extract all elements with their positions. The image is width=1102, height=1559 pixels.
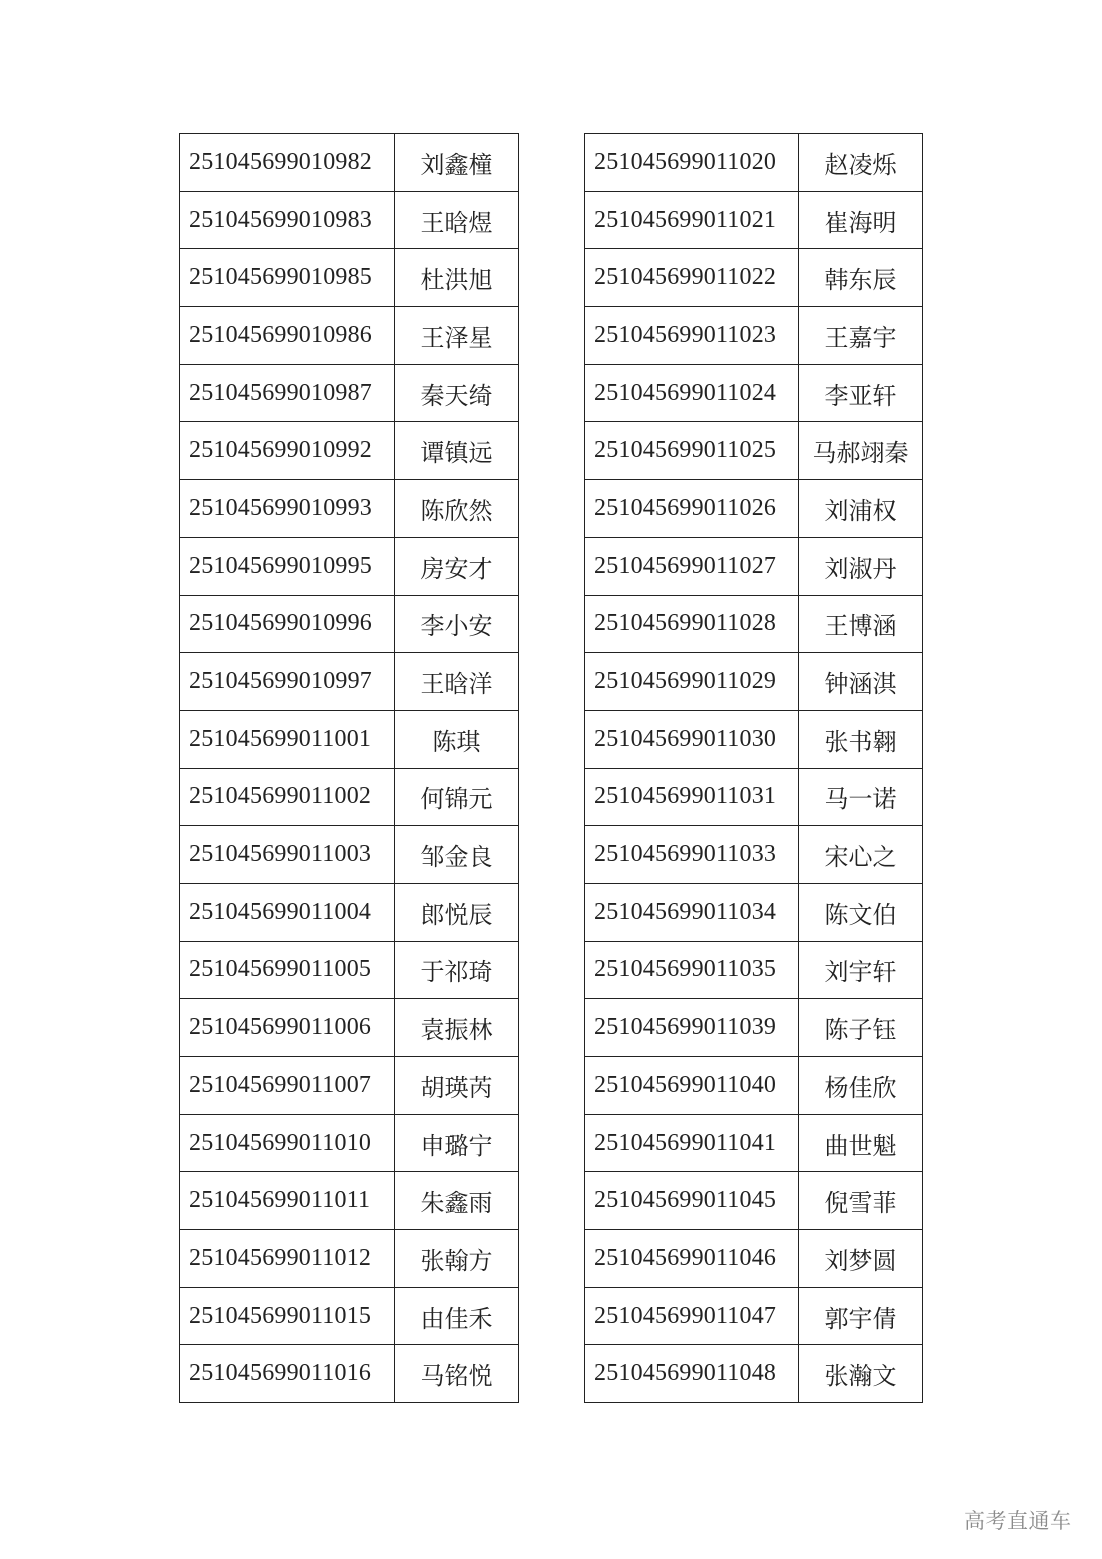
table-row: [180, 768, 519, 826]
candidate-name-cell: 钟涵淇: [799, 653, 923, 711]
candidate-id-cell: 251045699011041: [585, 1114, 799, 1172]
candidate-name-cell: 刘淑丹: [799, 537, 923, 595]
candidate-id-cell: 251045699011031: [585, 768, 799, 826]
candidate-name-cell: 刘鑫橦: [395, 134, 519, 192]
candidate-name-cell: 韩东辰: [799, 249, 923, 307]
candidate-name-cell: 张翰方: [395, 1230, 519, 1288]
candidate-id-cell: 251045699011024: [585, 364, 799, 422]
table-row: [585, 710, 923, 768]
candidate-id-cell: 251045699011020: [585, 134, 799, 192]
candidate-name-cell: 郎悦辰: [395, 883, 519, 941]
candidate-id-cell: 251045699011007: [180, 1057, 395, 1115]
table-row: [585, 364, 923, 422]
table-row: [180, 249, 519, 307]
candidate-name-cell: 曲世魁: [799, 1114, 923, 1172]
table-row: [585, 480, 923, 538]
candidate-name-cell: 王晗煜: [395, 191, 519, 249]
candidate-name-cell: 由佳禾: [395, 1287, 519, 1345]
candidate-id-cell: 251045699011021: [585, 191, 799, 249]
table-row: [180, 1172, 519, 1230]
candidate-name-cell: 马一诺: [799, 768, 923, 826]
table-row: [180, 364, 519, 422]
candidate-id-cell: 251045699010997: [180, 653, 395, 711]
roster-table-left-body: [180, 134, 519, 1403]
candidate-name-cell: 赵凌烁: [799, 134, 923, 192]
candidate-id-cell: 251045699011025: [585, 422, 799, 480]
candidate-id-cell: 251045699011039: [585, 999, 799, 1057]
table-row: [585, 595, 923, 653]
table-row: [180, 1230, 519, 1288]
candidate-name-cell: 李亚轩: [799, 364, 923, 422]
table-row: [180, 480, 519, 538]
candidate-name-cell: 谭镇远: [395, 422, 519, 480]
candidate-name-cell: 王晗洋: [395, 653, 519, 711]
candidate-id-cell: 251045699011047: [585, 1287, 799, 1345]
candidate-name-cell: 王泽星: [395, 307, 519, 365]
candidate-name-cell: 于祁琦: [395, 941, 519, 999]
candidate-name-cell: 胡瑛芮: [395, 1057, 519, 1115]
candidate-id-cell: 251045699011005: [180, 941, 395, 999]
table-row: [180, 134, 519, 192]
candidate-name-cell: 李小安: [395, 595, 519, 653]
table-row: [180, 710, 519, 768]
table-row: [585, 1345, 923, 1403]
candidate-name-cell: 陈琪: [395, 710, 519, 768]
table-row: [180, 883, 519, 941]
candidate-id-cell: 251045699011011: [180, 1172, 395, 1230]
candidate-id-cell: 251045699011026: [585, 480, 799, 538]
candidate-id-cell: 251045699011022: [585, 249, 799, 307]
candidate-name-cell: 秦天绮: [395, 364, 519, 422]
candidate-id-cell: 251045699011029: [585, 653, 799, 711]
table-row: [585, 883, 923, 941]
table-row: [180, 537, 519, 595]
candidate-name-cell: 张瀚文: [799, 1345, 923, 1403]
candidate-id-cell: 251045699010986: [180, 307, 395, 365]
candidate-id-cell: 251045699011015: [180, 1287, 395, 1345]
candidate-name-cell: 房安才: [395, 537, 519, 595]
candidate-name-cell: 杜洪旭: [395, 249, 519, 307]
candidate-id-cell: 251045699011030: [585, 710, 799, 768]
candidate-id-cell: 251045699011006: [180, 999, 395, 1057]
candidate-name-cell: 袁振林: [395, 999, 519, 1057]
table-row: [585, 422, 923, 480]
candidate-id-cell: 251045699010983: [180, 191, 395, 249]
table-row: [585, 191, 923, 249]
candidate-id-cell: 251045699010996: [180, 595, 395, 653]
candidate-id-cell: 251045699010993: [180, 480, 395, 538]
table-row: [585, 1057, 923, 1115]
candidate-id-cell: 251045699010992: [180, 422, 395, 480]
table-row: [180, 999, 519, 1057]
table-row: [585, 941, 923, 999]
candidate-id-cell: 251045699011028: [585, 595, 799, 653]
candidate-name-cell: 宋心之: [799, 826, 923, 884]
candidate-name-cell: 王嘉宇: [799, 307, 923, 365]
candidate-id-cell: 251045699011048: [585, 1345, 799, 1403]
candidate-name-cell: 马郝翊秦: [799, 422, 923, 480]
watermark-text: 高考直通车: [964, 1509, 1072, 1533]
table-row: [180, 595, 519, 653]
candidate-id-cell: 251045699010982: [180, 134, 395, 192]
candidate-id-cell: 251045699010995: [180, 537, 395, 595]
candidate-id-cell: 251045699011001: [180, 710, 395, 768]
table-row: [585, 1230, 923, 1288]
table-row: [180, 1345, 519, 1403]
candidate-name-cell: 郭宇倩: [799, 1287, 923, 1345]
table-row: [585, 537, 923, 595]
candidate-name-cell: 杨佳欣: [799, 1057, 923, 1115]
table-row: [585, 826, 923, 884]
table-row: [180, 1114, 519, 1172]
table-row: [585, 134, 923, 192]
candidate-name-cell: 刘浦权: [799, 480, 923, 538]
table-row: [585, 249, 923, 307]
candidate-name-cell: 马铭悦: [395, 1345, 519, 1403]
candidate-name-cell: 朱鑫雨: [395, 1172, 519, 1230]
table-row: [585, 999, 923, 1057]
candidate-id-cell: 251045699011034: [585, 883, 799, 941]
candidate-id-cell: 251045699011045: [585, 1172, 799, 1230]
candidate-id-cell: 251045699011002: [180, 768, 395, 826]
table-row: [180, 422, 519, 480]
candidate-id-cell: 251045699011033: [585, 826, 799, 884]
candidate-name-cell: 张书翱: [799, 710, 923, 768]
candidate-id-cell: 251045699011040: [585, 1057, 799, 1115]
table-row: [180, 307, 519, 365]
table-row: [180, 1287, 519, 1345]
table-row: [585, 1114, 923, 1172]
candidate-id-cell: 251045699010985: [180, 249, 395, 307]
candidate-name-cell: 申璐宁: [395, 1114, 519, 1172]
table-row: [180, 653, 519, 711]
table-row: [180, 191, 519, 249]
candidate-id-cell: 251045699011035: [585, 941, 799, 999]
candidate-id-cell: 251045699011023: [585, 307, 799, 365]
table-row: [585, 653, 923, 711]
candidate-id-cell: 251045699011004: [180, 883, 395, 941]
table-row: [585, 1172, 923, 1230]
candidate-name-cell: 倪雪菲: [799, 1172, 923, 1230]
roster-table-right-body: [585, 134, 923, 1403]
candidate-id-cell: 251045699011046: [585, 1230, 799, 1288]
candidate-name-cell: 何锦元: [395, 768, 519, 826]
candidate-name-cell: 陈子钰: [799, 999, 923, 1057]
candidate-id-cell: 251045699011016: [180, 1345, 395, 1403]
table-row: [180, 941, 519, 999]
candidate-name-cell: 刘梦圆: [799, 1230, 923, 1288]
candidate-id-cell: 251045699011003: [180, 826, 395, 884]
table-row: [585, 307, 923, 365]
table-row: [180, 1057, 519, 1115]
candidate-name-cell: 崔海明: [799, 191, 923, 249]
table-row: [585, 1287, 923, 1345]
candidate-id-cell: 251045699011027: [585, 537, 799, 595]
candidate-name-cell: 陈文伯: [799, 883, 923, 941]
candidate-id-cell: 251045699010987: [180, 364, 395, 422]
roster-table-left: [179, 133, 519, 1403]
candidate-name-cell: 邹金良: [395, 826, 519, 884]
candidate-name-cell: 陈欣然: [395, 480, 519, 538]
candidate-id-cell: 251045699011010: [180, 1114, 395, 1172]
candidate-name-cell: 刘宇轩: [799, 941, 923, 999]
table-row: [180, 826, 519, 884]
table-row: [585, 768, 923, 826]
candidate-id-cell: 251045699011012: [180, 1230, 395, 1288]
roster-table-right: [584, 133, 923, 1403]
candidate-name-cell: 王博涵: [799, 595, 923, 653]
